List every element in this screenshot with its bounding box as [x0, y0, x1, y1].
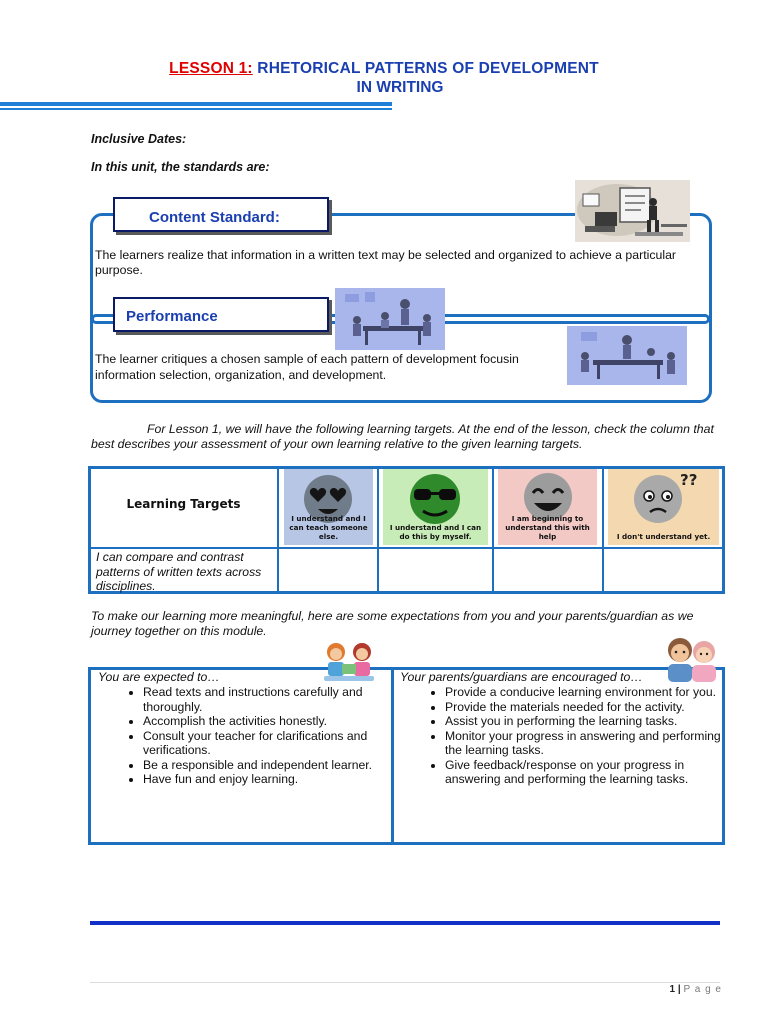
bottom-rule [90, 921, 720, 925]
lesson-title-main: RHETORICAL PATTERNS OF DEVELOPMENT [252, 60, 599, 77]
title-rule-thick [0, 102, 392, 106]
scale-caption: I understand and I can do this by myself. [389, 523, 482, 541]
scale-caption: I don't understand yet. [616, 532, 711, 541]
standards-intro: In this unit, the standards are: [91, 160, 270, 174]
table-col-divider [377, 468, 379, 592]
page-number: 1 [669, 984, 676, 995]
learning-target-1: I can compare and contrast patterns of written texts across disciplines. [96, 550, 262, 593]
page-word: P a g e [683, 984, 722, 995]
list-item: • Consult your teacher for clarifications and verifications. [143, 729, 389, 758]
lesson-number: LESSON 1: [169, 60, 253, 77]
scale-beginning [498, 469, 597, 545]
parents-illustration [662, 634, 720, 682]
learning-targets-header: Learning Targets [126, 497, 241, 511]
check-cell-not-yet[interactable] [607, 550, 721, 590]
table-col-divider [602, 468, 604, 592]
svg-text:??: ?? [680, 471, 698, 489]
lesson-title-line2: IN WRITING [356, 79, 444, 96]
student-expectations-heading: You are expected to… [98, 670, 220, 684]
list-item: • Give feedback/response on your progress in answering and performing the learning tasks. [445, 758, 722, 787]
list-item: • Accomplish the activities honestly. [143, 714, 389, 729]
content-standard-text: The learners realize that information in a written text may be selected and organized to achieve a particular purpose. [95, 248, 676, 277]
learning-illustration [575, 180, 690, 242]
parent-expectations-heading: Your parents/guardians are encouraged to… [400, 670, 643, 684]
scale-caption: I am beginning to understand this with help [505, 514, 590, 541]
list-item: • Have fun and enjoy learning. [143, 772, 389, 787]
expectations-intro: To make our learning more meaningful, here are some expectations from you and your parents/guardian as we journey together on this module. [91, 609, 694, 638]
footer-rule [90, 982, 720, 983]
title-rule-thin [0, 108, 392, 110]
check-cell-teach[interactable] [282, 550, 374, 590]
scale-do-by-myself [383, 469, 488, 545]
student-expectations [91, 670, 389, 787]
performance-text-line2: information selection, organization, and development. [95, 368, 387, 382]
content-standard-label: Content Standard: [113, 197, 329, 232]
scale-caption: I understand and I can teach someone else. [289, 514, 368, 541]
table-col-divider [277, 468, 279, 592]
performance-label: Performance [113, 297, 329, 332]
lesson-title [0, 60, 768, 78]
list-item: • Assist you in performing the learning tasks. [445, 714, 722, 729]
targets-intro: For Lesson 1, we will have the following learning targets. At the end of the lesson, check the column that best describes your assessment of your own learning relative to the given learning targets. [91, 422, 714, 451]
check-cell-beginning[interactable] [497, 550, 599, 590]
performance-text-line1: The learner critiques a chosen sample of each pattern of development focusin [95, 352, 519, 366]
parent-expectations [394, 670, 722, 787]
page-separator: | [677, 984, 681, 995]
table-row-divider [90, 547, 723, 549]
kids-reading-illustration [318, 638, 380, 684]
meeting-illustration-right [567, 326, 687, 385]
list-item: • Be a responsible and independent learner. [143, 758, 389, 773]
scale-teach-others [284, 469, 373, 545]
list-item: • Monitor your progress in answering and performing the learning tasks. [445, 729, 722, 758]
list-item: • Provide the materials needed for the activity. [445, 700, 722, 715]
scale-not-yet [608, 469, 719, 545]
inclusive-dates-label: Inclusive Dates: [91, 132, 187, 146]
list-item: • Provide a conducive learning environment for you. [445, 685, 722, 700]
page-footer [620, 984, 722, 995]
table-col-divider [492, 468, 494, 592]
list-item: • Read texts and instructions carefully and thoroughly. [143, 685, 389, 714]
check-cell-myself[interactable] [382, 550, 489, 590]
meeting-illustration [335, 288, 445, 350]
